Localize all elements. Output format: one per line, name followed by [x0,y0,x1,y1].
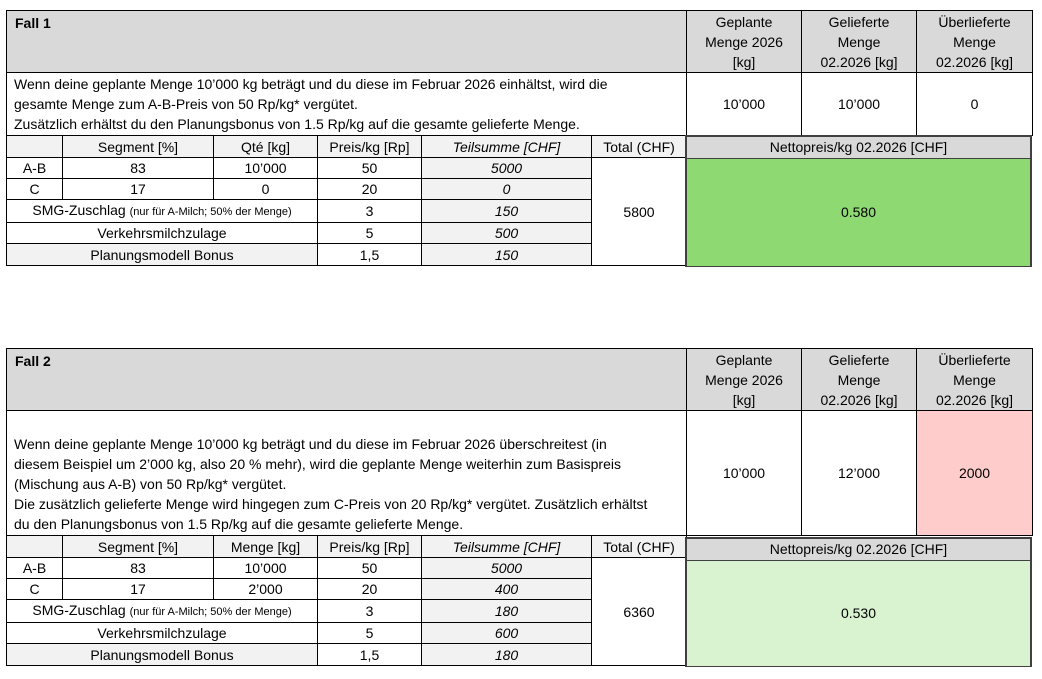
row-label: SMG-Zuschlag (nur für A-Milch; 50% der Menge) [7,600,318,623]
table-row: Planungsmodell Bonus 1,5 180 [7,644,1033,666]
case-title: Fall 2 [7,349,687,411]
table-row: Planungsmodell Bonus 1,5 150 [7,244,1033,266]
delivered-qty-value: 12’000 [802,411,917,536]
subtotal-header: Teilsumme [CHF] [422,536,592,558]
subtotal-header: Teilsumme [CHF] [422,136,592,158]
table-row: C 17 2’000 20 400 [7,579,1033,600]
net-price-value: 0.580 [687,159,1030,266]
delivered-qty-header: Gelieferte Menge 02.2026 [kg] [802,11,917,73]
price-header: Preis/kg [Rp] [318,536,422,558]
planned-qty-header: Geplante Menge 2026 [kg] [687,349,802,411]
planned-qty-value: 10’000 [687,411,802,536]
case-description: Wenn deine geplante Menge 10’000 kg beträgt und du diese im Februar 2026 einhältst, wird die gesamte Menge zum A-B-Preis von 50 Rp/kg* vergütet. Zusätzlich erhältst du den Planungsbonus von 1.5 Rp/kg auf die gesamte gelieferte Menge. [7,73,687,136]
table-row: A-B 83 10’000 50 5000 6360 [7,558,1033,579]
row-label: SMG-Zuschlag (nur für A-Milch; 50% der Menge) [7,200,318,223]
row-label: C [7,579,63,600]
row-label: A-B [7,158,63,179]
row-label: Verkehrsmilchzulage [7,223,318,244]
table-row: A-B 83 10’000 50 5000 5800 [7,158,1033,179]
over-qty-value: 2000 [917,411,1033,536]
table-row: Verkehrsmilchzulage 5 600 [7,623,1033,644]
over-qty-header: Überlieferte Menge 02.2026 [kg] [917,11,1033,73]
total-header: Total (CHF) [592,536,687,558]
row-label: Planungsmodell Bonus [7,244,318,266]
delivered-qty-value: 10’000 [802,73,917,136]
table-row: C 17 0 20 0 [7,179,1033,200]
net-price-box [685,135,1032,267]
price-header: Preis/kg [Rp] [318,136,422,158]
planned-qty-header: Geplante Menge 2026 [kg] [687,11,802,73]
segment-header: Segment [%] [63,536,214,558]
segment-header: Segment [%] [63,136,214,158]
total-value: 6360 [592,558,687,666]
over-qty-header: Überlieferte Menge 02.2026 [kg] [917,349,1033,411]
net-price-label: Nettopreis/kg 02.2026 [CHF] [687,137,1030,159]
table-row: Verkehrsmilchzulage 5 500 [7,223,1033,244]
row-label: Planungsmodell Bonus [7,644,318,666]
planned-qty-value: 10’000 [687,73,802,136]
net-price-value: 0.530 [687,561,1030,666]
row-label: A-B [7,558,63,579]
table-row: SMG-Zuschlag (nur für A-Milch; 50% der Menge) 3 150 [7,200,1033,223]
delivered-qty-header: Gelieferte Menge 02.2026 [kg] [802,349,917,411]
row-label: C [7,179,63,200]
row-label: Verkehrsmilchzulage [7,623,318,644]
total-header: Total (CHF) [592,136,687,158]
qty-header: Menge [kg] [214,536,318,558]
case-title: Fall 1 [7,11,687,73]
total-value: 5800 [592,158,687,266]
net-price-label: Nettopreis/kg 02.2026 [CHF] [687,539,1030,561]
net-price-box [685,537,1032,667]
table-row: SMG-Zuschlag (nur für A-Milch; 50% der Menge) 3 180 [7,600,1033,623]
case-description: Wenn deine geplante Menge 10’000 kg beträgt und du diese im Februar 2026 überschreitest (in diesem Beispiel um 2’000 kg, also 20 % mehr), wird die geplante Menge weiterhin zum Basispreis (Mischung aus A-B) von 50 Rp/kg* vergütet. Die zusätzlich gelieferte Menge wird hingegen zum C-Preis von 20 Rp/kg* vergütet. Zusätzlich erhältst du den Planungsbonus von 1.5 Rp/kg auf die gesamte gelieferte Menge. [7,411,687,536]
qty-header: Qté [kg] [214,136,318,158]
over-qty-value: 0 [917,73,1033,136]
